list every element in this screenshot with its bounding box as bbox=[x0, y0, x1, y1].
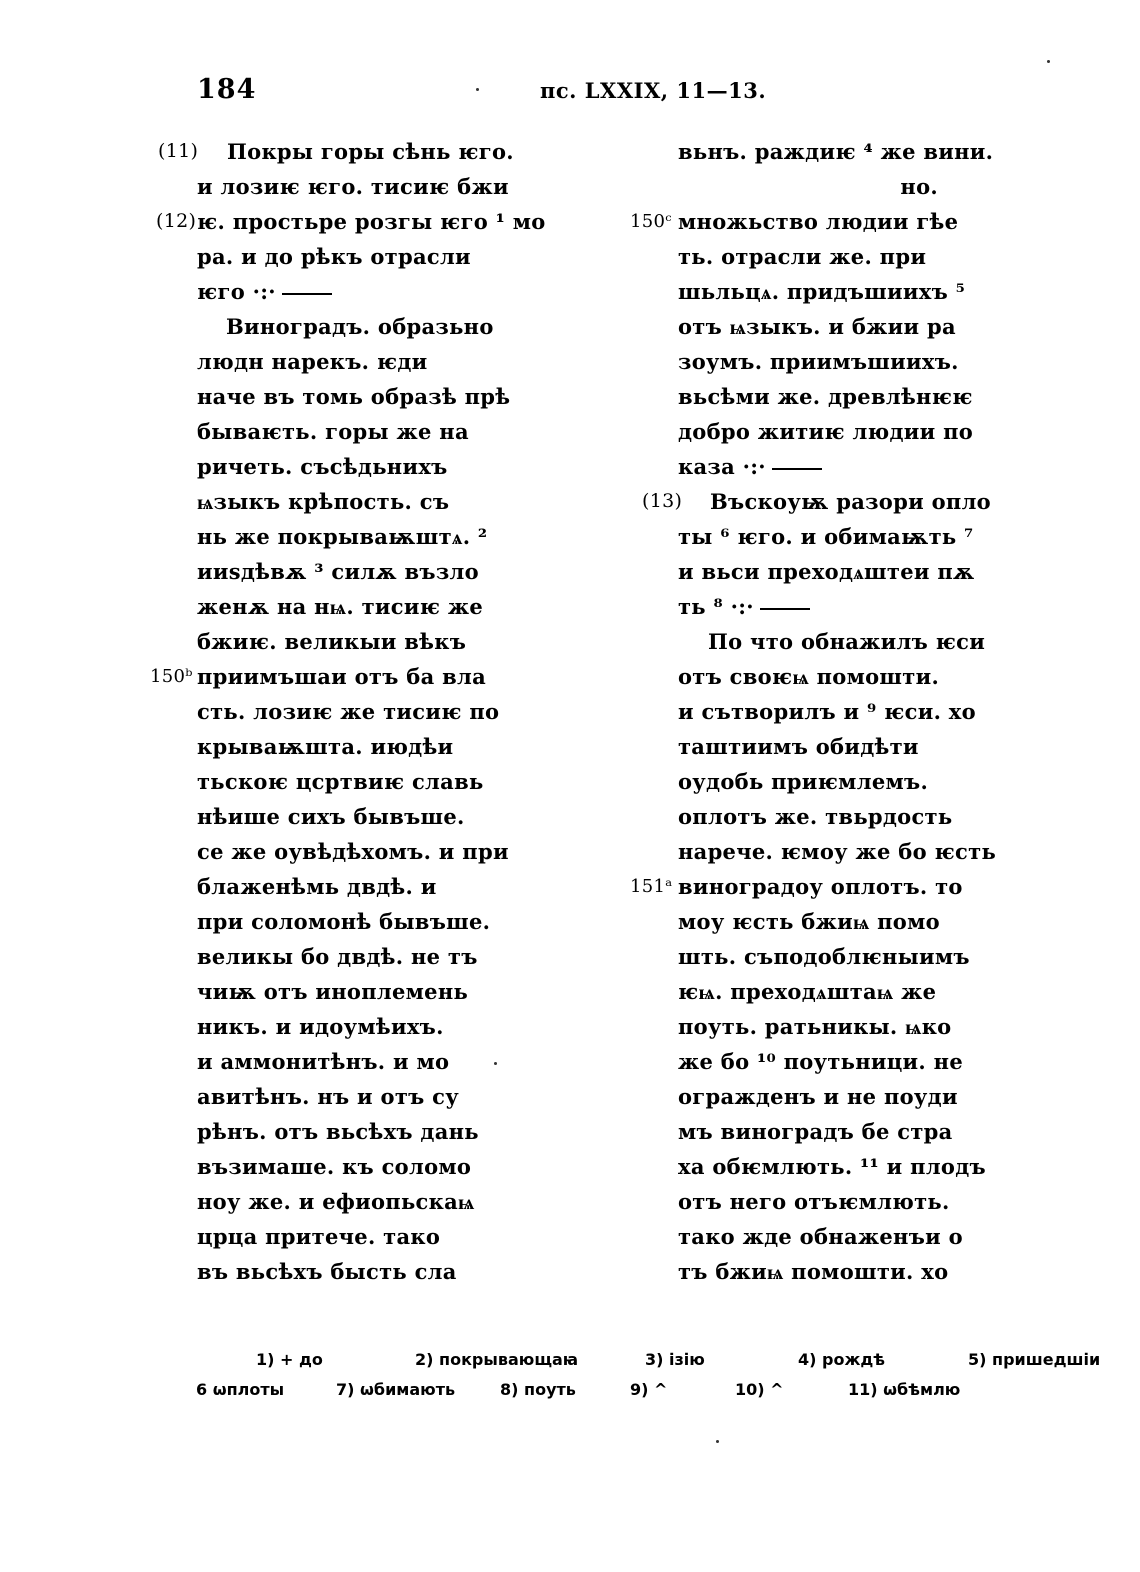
scan-speck bbox=[476, 88, 479, 91]
text-line: ииѕдѣвѫ ³ силѫ възло bbox=[197, 559, 479, 584]
text-line: (12) ѥ. простьре розгы ѥго ¹ мо bbox=[150, 204, 510, 239]
text-line: ноу же. и ефиопьскаѩ bbox=[197, 1189, 475, 1214]
folio-marker: 151ᵃ bbox=[630, 876, 673, 897]
text-line: блаженѣмь двдѣ. и bbox=[197, 874, 437, 899]
text-line: црца притече. тако bbox=[197, 1224, 441, 1249]
section-dash bbox=[772, 468, 822, 470]
running-head: пс. LXXIX, 11—13. bbox=[540, 78, 767, 103]
text-line: и лозиѥ ѥго. тисиѥ бжи bbox=[197, 174, 509, 199]
text-line: женѫ на нѩ. тисиѥ же bbox=[197, 594, 484, 619]
right-column bbox=[630, 134, 996, 1289]
text-line: оудобь приѥмлемъ. bbox=[678, 769, 929, 794]
text-line: ричеть. съсѣдьнихъ bbox=[197, 454, 448, 479]
text-line: и вьси преходѧштеи пѫ bbox=[678, 559, 975, 584]
text-line: великы бо двдѣ. не тъ bbox=[197, 944, 478, 969]
text-line: (13) Въскоуѭ разори опло bbox=[630, 484, 960, 519]
text-line: Виноградъ. образьно bbox=[226, 314, 494, 339]
text-line: поуть. ратьникы. ѩко bbox=[678, 1014, 952, 1039]
text-line: и сътворилъ и ⁹ ѥси. хо bbox=[678, 699, 976, 724]
text-line: ѥѩ. преходѧштаѩ же bbox=[678, 979, 937, 1004]
text-line: и аммонитѣнъ. и мо bbox=[197, 1049, 450, 1074]
text-line: нѣише сихъ бывъше. bbox=[197, 804, 465, 829]
text-line: добро житиѥ людии по bbox=[678, 419, 974, 444]
text-line: тъ бжиѩ помошти. хо bbox=[678, 1259, 949, 1284]
scan-speck bbox=[1047, 60, 1050, 63]
text-line: авитѣнъ. нъ и отъ су bbox=[197, 1084, 459, 1109]
footnote: 5) пришедшіи bbox=[968, 1350, 1101, 1369]
text-line: рѣнъ. отъ вьсѣхъ дань bbox=[197, 1119, 479, 1144]
text-line: ра. и до рѣкъ отрасли bbox=[197, 244, 471, 269]
text-line: моу ѥсть бжиѩ помо bbox=[678, 909, 940, 934]
text-line: людн нарекъ. ѥди bbox=[197, 349, 428, 374]
footnote: 10) ^ bbox=[735, 1380, 784, 1399]
footnote: 3) ізію bbox=[645, 1350, 705, 1369]
text-line: въ вьсѣхъ бысть сла bbox=[197, 1259, 457, 1284]
text-line: 150ᵇ приимъшаи отъ ба вла bbox=[150, 659, 510, 694]
verse-marker: (11) bbox=[158, 140, 199, 162]
section-dash bbox=[760, 608, 810, 610]
text-line: възимаше. къ соломо bbox=[197, 1154, 472, 1179]
verse-marker: (12) bbox=[156, 210, 197, 232]
section-dash bbox=[282, 293, 332, 295]
text-line: но. bbox=[900, 174, 938, 199]
text-line: 151ᵃ виноградоу оплотъ. то bbox=[630, 869, 960, 904]
text-line: отъ него отъѥмлють. bbox=[678, 1189, 950, 1214]
footnote: 8) поуть bbox=[500, 1380, 576, 1399]
text-line: чиѭ отъ иноплемень bbox=[197, 979, 469, 1004]
footnote: 6 ѡплоты bbox=[196, 1380, 285, 1399]
text-line: отъ своѥѩ помошти. bbox=[678, 664, 940, 689]
text-line: бываѥть. горы же на bbox=[197, 419, 469, 444]
text-line: ть ⁸ ·:· bbox=[630, 589, 960, 624]
text-line: крываѭшта. июдѣи bbox=[197, 734, 454, 759]
text-line: ѥго ·:· bbox=[150, 274, 510, 309]
text-line: огражденъ и не поуди bbox=[678, 1084, 958, 1109]
scan-speck bbox=[494, 1062, 497, 1065]
text-line: ть. отрасли же. при bbox=[678, 244, 927, 269]
text-line: таштиимъ обидѣти bbox=[678, 734, 919, 759]
text-line: (11) Покры горы сѣнь ѥго. bbox=[150, 134, 510, 169]
text-line: тьскоѥ цсртвиѥ славь bbox=[197, 769, 484, 794]
text-line: при соломонѣ бывъше. bbox=[197, 909, 491, 934]
footnote: 1) + до bbox=[256, 1350, 323, 1369]
text-line: нь же покрываѭштѧ. ² bbox=[197, 524, 488, 549]
text-line: наче въ томь образѣ прѣ bbox=[197, 384, 511, 409]
text-line: По что обнажилъ ѥси bbox=[708, 629, 986, 654]
page-number: 184 bbox=[197, 74, 257, 105]
footnote: 4) рождѣ bbox=[798, 1350, 886, 1369]
text-line: мъ виноградъ бе стра bbox=[678, 1119, 953, 1144]
verse-marker: (13) bbox=[642, 490, 683, 512]
text-line: ѩзыкъ крѣпость. съ bbox=[197, 489, 450, 514]
text-line: 150ᶜ множьство людии гѣе bbox=[630, 204, 960, 239]
footnote: 9) ^ bbox=[630, 1380, 668, 1399]
footnote: 11) ѡбѣмлю bbox=[848, 1380, 961, 1399]
text-line: ты ⁶ ѥго. и обимаѭть ⁷ bbox=[678, 524, 974, 549]
text-line: же бо ¹⁰ поутьници. не bbox=[678, 1049, 963, 1074]
text-line: шть. съподоблѥныимъ bbox=[678, 944, 970, 969]
text-line: ха обѥмлють. ¹¹ и плодъ bbox=[678, 1154, 986, 1179]
text-line: шьльцѧ. придъшиихъ ⁵ bbox=[678, 279, 966, 304]
footnote: 2) покрывающаꙗ bbox=[415, 1350, 579, 1369]
text-line: вьсѣми же. древлѣнѥѥ bbox=[678, 384, 973, 409]
text-line: вьнъ. раждиѥ ⁴ же вини. bbox=[678, 139, 994, 164]
text-line: бжиѥ. великыи вѣкъ bbox=[197, 629, 467, 654]
folio-marker: 150ᶜ bbox=[630, 211, 672, 232]
text-line: се же оувѣдѣхомъ. и при bbox=[197, 839, 509, 864]
scan-speck bbox=[716, 1440, 719, 1443]
folio-marker: 150ᵇ bbox=[150, 666, 193, 687]
text-line: сть. лозиѥ же тисиѥ по bbox=[197, 699, 500, 724]
text-line: никъ. и идоумѣихъ. bbox=[197, 1014, 444, 1039]
text-line: отъ ѩзыкъ. и бжии ра bbox=[678, 314, 956, 339]
text-line: оплотъ же. твьрдость bbox=[678, 804, 953, 829]
left-column bbox=[150, 134, 546, 1289]
text-line: каза ·:· bbox=[630, 449, 960, 484]
text-line: зоумъ. приимъшиихъ. bbox=[678, 349, 959, 374]
footnote: 7) ѡбимають bbox=[336, 1380, 456, 1399]
text-line: нарече. ѥмоу же бо ѥсть bbox=[678, 839, 996, 864]
text-line: тако жде обнаженъи о bbox=[678, 1224, 963, 1249]
